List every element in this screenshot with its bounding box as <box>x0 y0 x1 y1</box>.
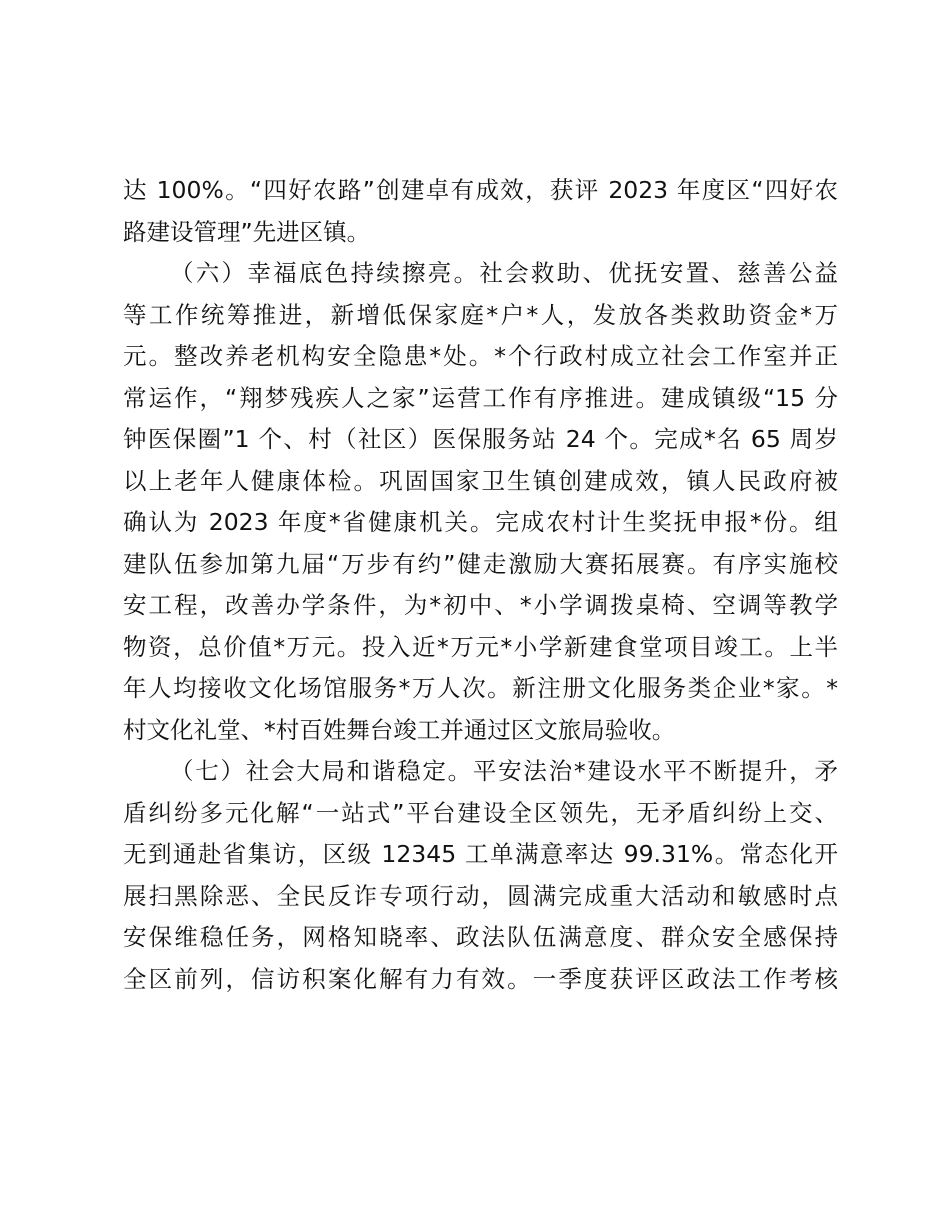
text-line: 等工作统筹推进，新增低保家庭*户*人，发放各类救助资金*万 <box>123 300 838 329</box>
paragraph-seven <box>123 751 838 1000</box>
text-line: 确认为 2023 年度*省健康机关。完成农村计生奖抚申报*份。组 <box>123 508 838 536</box>
text-line: 展扫黑除恶、全民反诈专项行动，圆满完成重大活动和敏感时点 <box>123 881 838 910</box>
paragraph-six <box>123 253 838 751</box>
text-line: 年人均接收文化场馆服务*万人次。新注册文化服务类企业*家。* <box>123 674 838 702</box>
text-line: 达 100%。“四好农路”创建卓有成效，获评 2023 年度区“四好农 <box>123 176 838 204</box>
text-line: 建队伍参加第九届“万步有约”健走激励大赛拓展赛。有序实施校 <box>123 549 838 578</box>
text-line: 钟医保圈”1 个、村（社区）医保服务站 24 个。完成*名 65 周岁 <box>123 425 838 453</box>
text-line: 全区前列，信访积案化解有力有效。一季度获评区政法工作考核 <box>123 964 838 993</box>
text-line: 以上老年人健康体检。巩固国家卫生镇创建成效，镇人民政府被 <box>123 466 838 495</box>
paragraph-continuation <box>123 170 838 253</box>
text-line: 元。整改养老机构安全隐患*处。*个行政村成立社会工作室并正 <box>123 342 838 370</box>
document-body <box>123 170 838 1000</box>
text-line: （六）幸福底色持续擦亮。社会救助、优抚安置、慈善公益 <box>170 259 838 287</box>
text-line: 路建设管理”先进区镇。 <box>123 217 371 246</box>
text-line: 村文化礼堂、*村百姓舞台竣工并通过区文旅局验收。 <box>123 715 676 744</box>
text-line: 物资，总价值*万元。投入近*万元*小学新建食堂项目竣工。上半 <box>123 632 838 661</box>
text-line: 常运作，“翔梦残疾人之家”运营工作有序推进。建成镇级“15 分 <box>123 383 838 412</box>
text-line: 安保维稳任务，网格知晓率、政法队伍满意度、群众安全感保持 <box>123 923 838 951</box>
text-line: 安工程，改善办学条件，为*初中、*小学调拨桌椅、空调等教学 <box>123 591 838 619</box>
text-line: （七）社会大局和谐稳定。平安法治*建设水平不断提升，矛 <box>170 757 838 785</box>
text-line: 盾纠纷多元化解“一站式”平台建设全区领先，无矛盾纠纷上交、 <box>123 798 838 827</box>
text-line: 无到通赴省集访，区级 12345 工单满意率达 99.31%。常态化开 <box>123 840 838 868</box>
